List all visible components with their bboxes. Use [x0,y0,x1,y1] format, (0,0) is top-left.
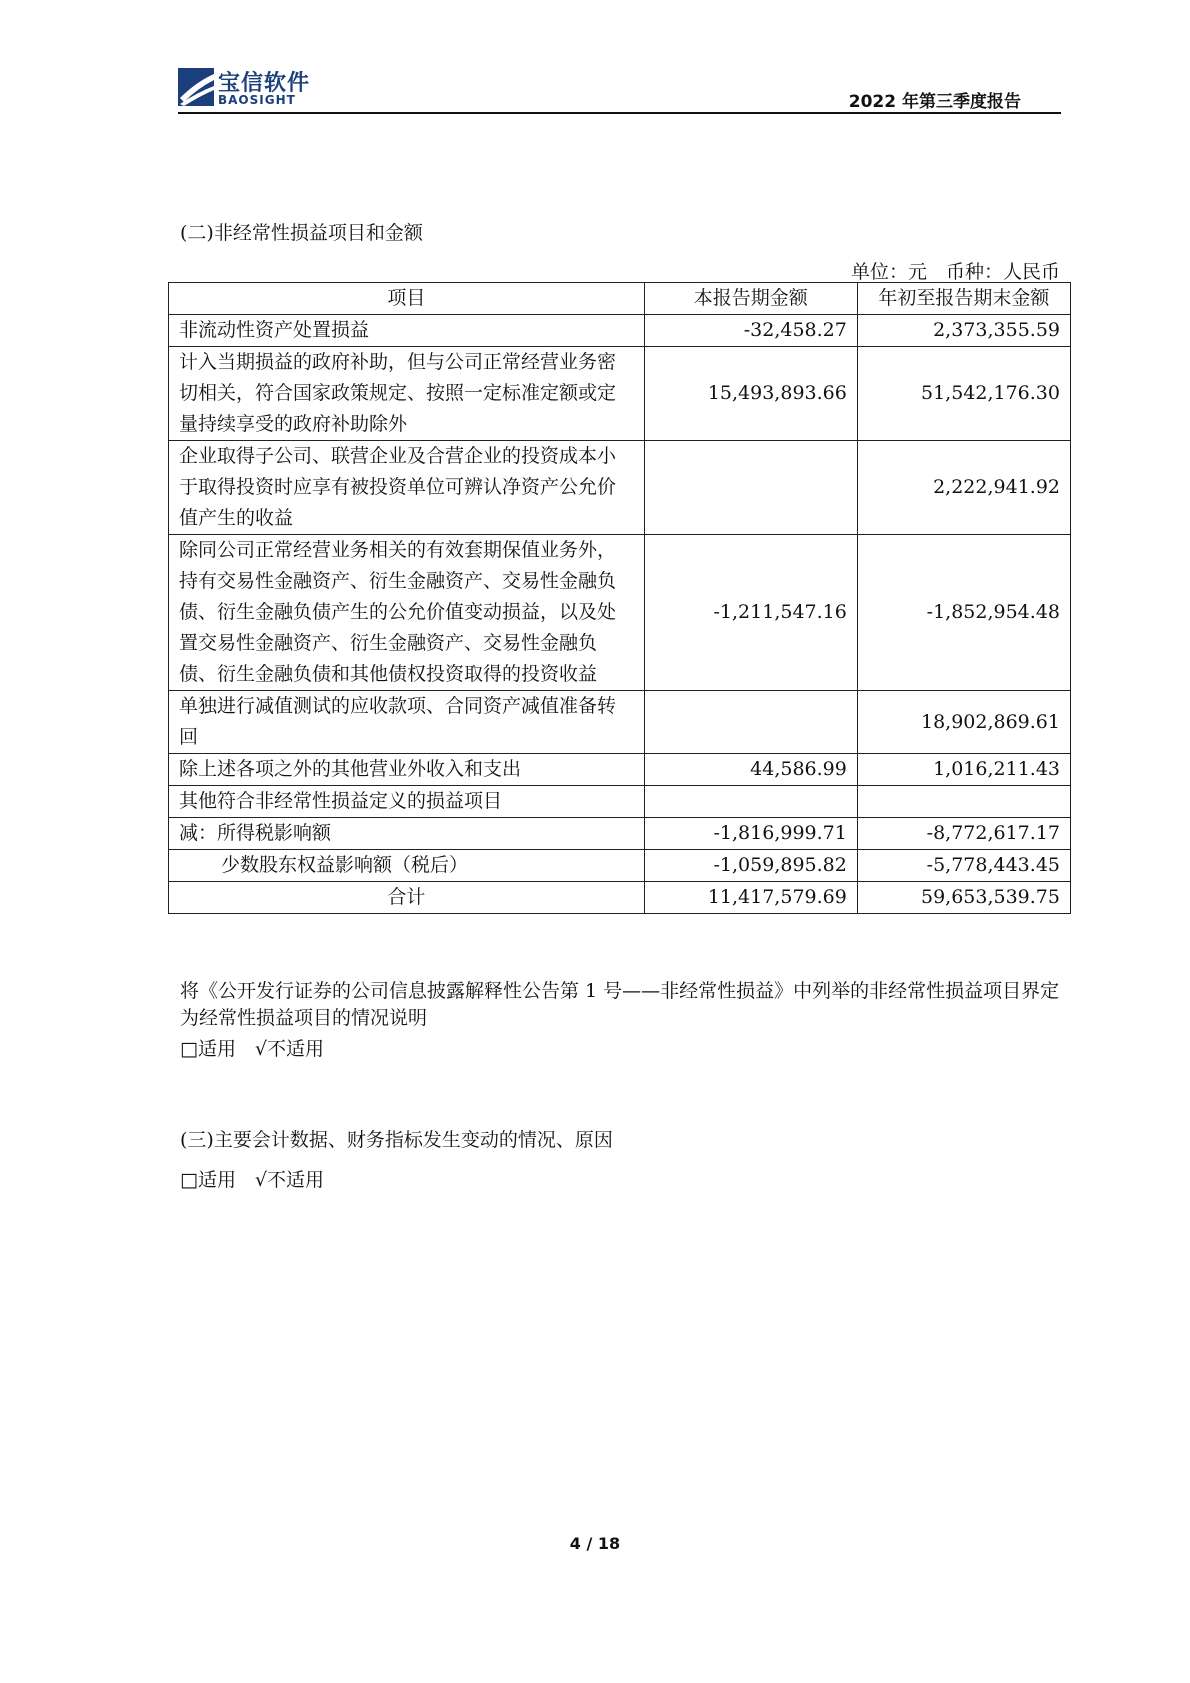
row-item: 除同公司正常经营业务相关的有效套期保值业务外，持有交易性金融资产、衍生金融资产、交易性金融负债、衍生金融负债产生的公允价值变动损益，以及处置交易性金融资产、衍生金融资产、交易性金融负债、衍生金融负债和其他债权投资取得的投资收益 [169,535,645,691]
table-row [169,347,1071,441]
table-total-row [169,882,1071,914]
row-current: -1,211,547.16 [644,535,857,691]
row-current [644,691,857,754]
table-header-row [169,283,1071,315]
table-row [169,691,1071,754]
baosight-logo-icon [178,68,216,108]
row-item: 除上述各项之外的其他营业外收入和支出 [169,754,645,786]
baosight-logo [178,66,328,110]
note1-applicable: □适用 √不适用 [180,1038,325,1060]
page-header [178,66,1061,114]
table-row [169,850,1071,882]
row-item: 合计 [169,882,645,914]
table-row [169,754,1071,786]
section3-applicable: □适用 √不适用 [180,1169,325,1191]
row-item: 其他符合非经常性损益定义的损益项目 [169,786,645,818]
row-item: 计入当期损益的政府补助，但与公司正常经营业务密切相关，符合国家政策规定、按照一定标准定额或定量持续享受的政府补助除外 [169,347,645,441]
row-item: 少数股东权益影响额（税后） [169,850,645,882]
table-row [169,786,1071,818]
row-ytd: 51,542,176.30 [857,347,1070,441]
row-current: -32,458.27 [644,315,857,347]
row-ytd: 2,222,941.92 [857,441,1070,535]
section2-title: (二)非经常性损益项目和金额 [180,222,423,244]
row-item: 非流动性资产处置损益 [169,315,645,347]
row-item: 企业取得子公司、联营企业及合营企业的投资成本小于取得投资时应享有被投资单位可辨认净资产公允价值产生的收益 [169,441,645,535]
row-ytd: -5,778,443.45 [857,850,1070,882]
row-ytd: 2,373,355.59 [857,315,1070,347]
row-current [644,786,857,818]
row-ytd [857,786,1070,818]
row-current: -1,816,999.71 [644,818,857,850]
header-current: 本报告期金额 [644,283,857,315]
row-current: 11,417,579.69 [644,882,857,914]
non-recurring-items-table [168,282,1071,914]
section3-title: (三)主要会计数据、财务指标发生变动的情况、原因 [180,1129,613,1151]
logo-text-en: BAOSIGHT [218,93,296,107]
row-item: 单独进行减值测试的应收款项、合同资产减值准备转回 [169,691,645,754]
report-title: 2022 年第三季度报告 [848,92,1021,112]
row-ytd: 18,902,869.61 [857,691,1070,754]
table-row [169,818,1071,850]
row-current: -1,059,895.82 [644,850,857,882]
table-row [169,441,1071,535]
row-current [644,441,857,535]
row-current: 44,586.99 [644,754,857,786]
table-row [169,535,1071,691]
unit-label: 单位：元 币种：人民币 [850,261,1060,283]
row-item: 减：所得税影响额 [169,818,645,850]
header-ytd: 年初至报告期末金额 [857,283,1070,315]
row-ytd: -1,852,954.48 [857,535,1070,691]
note1-text: 将《公开发行证券的公司信息披露解释性公告第 1 号——非经常性损益》中列举的非经常性损益项目界定为经常性损益项目的情况说明 [180,980,1060,1029]
page-number: 4 / 18 [569,1534,621,1553]
row-current: 15,493,893.66 [644,347,857,441]
logo-text-cn: 宝信软件 [218,71,311,96]
row-ytd: 1,016,211.43 [857,754,1070,786]
row-ytd: -8,772,617.17 [857,818,1070,850]
header-item: 项目 [169,283,645,315]
row-ytd: 59,653,539.75 [857,882,1070,914]
table-row [169,315,1071,347]
